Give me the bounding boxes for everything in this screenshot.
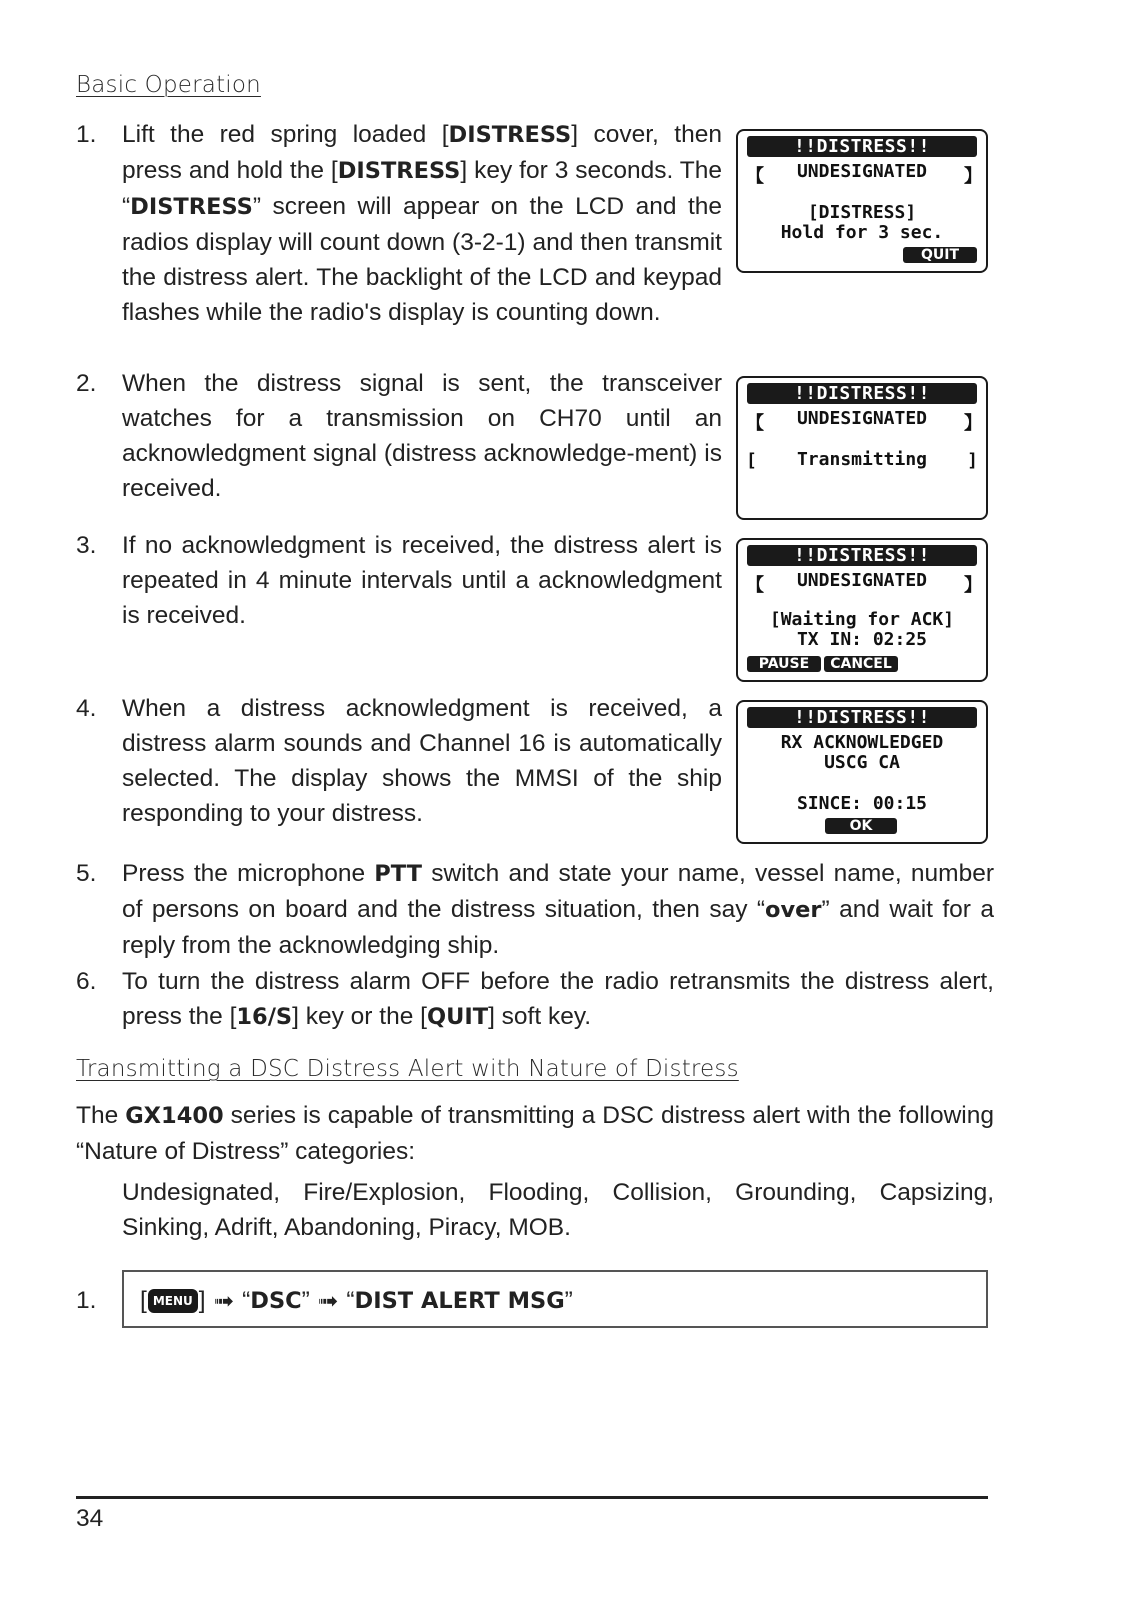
softkey-cancel[interactable]: CANCEL xyxy=(824,656,898,672)
lcd-line: Transmitting xyxy=(796,449,928,470)
lcd-bracket-left: 【 xyxy=(746,575,764,596)
lcd-line: UNDESIGNATED xyxy=(796,408,928,429)
softkey-ok[interactable]: OK xyxy=(825,818,897,834)
step-text: Lift the red spring loaded [DISTRESS] cover, then press and hold the [DISTRESS] key for 3 seconds. The “DISTRESS” screen will appear on the LCD and the radios display will count down (3-2-1) and then transmit the distress alert. The backlight of the LCD and keypad flashes while the radio's display is counting down. xyxy=(122,121,722,326)
lcd-screen-acknowledged xyxy=(736,700,988,844)
lcd-line: SINCE: 00:15 xyxy=(796,793,928,814)
lcd-bracket-right: 】 xyxy=(964,413,982,434)
arrow-right-icon: ➟ xyxy=(317,1288,339,1315)
nature-categories: Undesignated, Fire/Explosion, Flooding, Collision, Grounding, Capsizing, Sinking, Adrift, Abandoning, Piracy, MOB. xyxy=(122,1179,994,1241)
lcd-line: [Waiting for ACK] xyxy=(769,609,955,630)
lcd-title-bar: !!DISTRESS!! xyxy=(747,383,977,404)
lcd-title-bar: !!DISTRESS!! xyxy=(747,136,977,157)
footer-divider xyxy=(76,1496,988,1499)
menu-item-dist-alert-msg: DIST ALERT MSG xyxy=(354,1288,565,1314)
menu-key-icon: MENU xyxy=(148,1289,198,1313)
step-number: 1. xyxy=(76,121,97,148)
step-number: 5. xyxy=(76,860,97,887)
step-text: When the distress signal is sent, the transceiver watches for a transmission on CH70 until an acknowledgment signal (distress acknowledge-ment) is received. xyxy=(122,370,722,502)
softkey-quit[interactable]: QUIT xyxy=(903,247,977,263)
lcd-bracket-right: 】 xyxy=(964,575,982,596)
lcd-line: TX IN: 02:25 xyxy=(796,629,928,650)
lcd-line: Hold for 3 sec. xyxy=(780,222,944,243)
section-heading-transmitting: Transmitting a DSC Distress Alert with Nature of Distress xyxy=(76,1056,739,1082)
lcd-screen-hold xyxy=(736,129,988,273)
lcd-line: RX ACKNOWLEDGED xyxy=(780,732,944,753)
lcd-title-bar: !!DISTRESS!! xyxy=(747,707,977,728)
nature-intro-paragraph: The GX1400 series is capable of transmitting a DSC distress alert with the following “Nature of Distress” categories: xyxy=(76,1102,994,1165)
section-heading-basic-operation: Basic Operation xyxy=(76,72,261,98)
lcd-bracket-left: [ xyxy=(746,450,757,471)
lcd-line: UNDESIGNATED xyxy=(796,570,928,591)
step-number: 4. xyxy=(76,695,97,722)
operation-step-number: 1. xyxy=(76,1287,97,1314)
lcd-line: UNDESIGNATED xyxy=(796,161,928,182)
step-text: If no acknowledgment is received, the distress alert is repeated in 4 minute intervals until a acknowledgment is received. xyxy=(122,532,722,629)
step-number: 6. xyxy=(76,968,97,995)
step-text: Press the microphone PTT switch and state your name, vessel name, number of persons on board and the distress situation, then say “over” and wait for a reply from the acknowledging ship. xyxy=(122,860,994,959)
step-text: When a distress acknowledgment is received, a distress alarm sounds and Channel 16 is automatically selected. The display shows the MMSI of the ship responding to your distress. xyxy=(122,695,722,827)
page-number: 34 xyxy=(76,1505,104,1532)
lcd-screen-transmitting xyxy=(736,376,988,520)
softkey-pause[interactable]: PAUSE xyxy=(747,656,821,672)
lcd-title-bar: !!DISTRESS!! xyxy=(747,545,977,566)
lcd-bracket-right: 】 xyxy=(964,166,982,187)
lcd-line: [DISTRESS] xyxy=(807,202,917,223)
lcd-bracket-left: 【 xyxy=(746,166,764,187)
operation-box xyxy=(122,1270,988,1328)
step-number: 3. xyxy=(76,532,97,559)
lcd-screen-waiting xyxy=(736,538,988,682)
step-number: 2. xyxy=(76,370,97,397)
operation-sequence: [ MENU ] ➟ “ DSC ” ➟ “ DIST ALERT MSG ” xyxy=(140,1287,573,1315)
lcd-line: USCG CA xyxy=(824,752,900,773)
lcd-bracket-left: 【 xyxy=(746,413,764,434)
menu-item-dsc: DSC xyxy=(250,1288,302,1314)
lcd-bracket-right: ] xyxy=(967,450,978,471)
step-text: To turn the distress alarm OFF before the radio retransmits the distress alert, press the [16/S] key or the [QUIT] soft key. xyxy=(122,968,994,1030)
arrow-right-icon: ➟ xyxy=(213,1288,235,1315)
